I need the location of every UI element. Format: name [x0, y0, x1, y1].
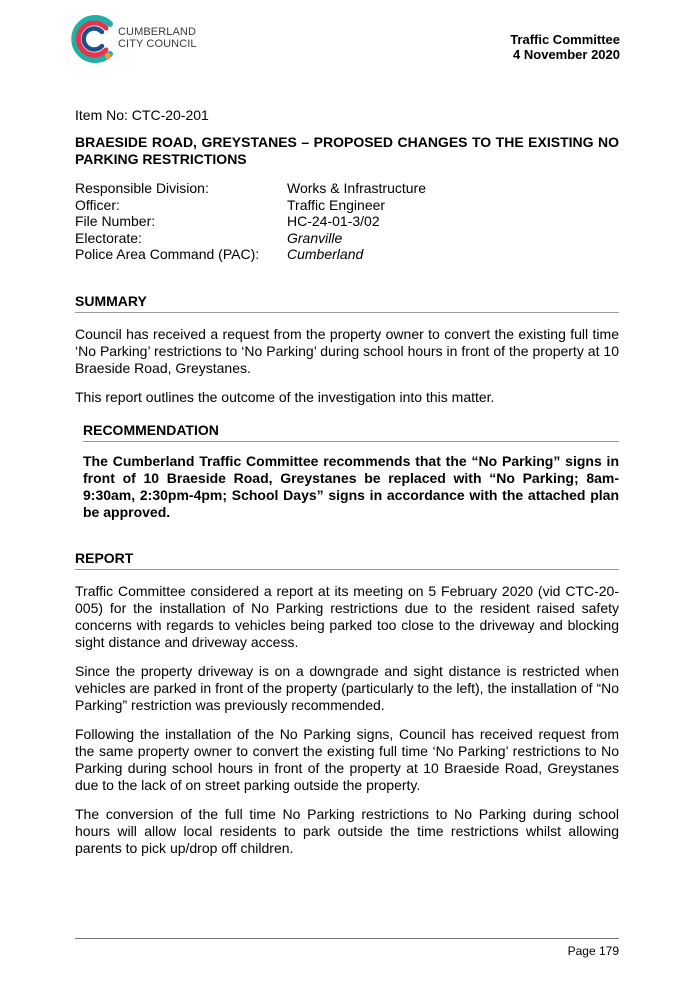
- details-value: Traffic Engineer: [287, 196, 386, 213]
- page-header: [510, 32, 620, 62]
- details-value: HC-24-01-3/02: [287, 213, 380, 229]
- logo-line-1: CUMBERLAND: [118, 26, 197, 38]
- report-paragraph: Traffic Committee considered a report at its meeting on 5 February 2020 (vid CTC-20-005) for the installation of No Parking restrictions due to the resident raised safety concerns with regards to vehicles being parked too close to the driveway and blocking sight distance and driveway access.: [75, 582, 619, 650]
- summary-paragraph: Council has received a request from the property owner to convert the existing full time ‘No Parking’ restrictions to ‘No Parking’ during school hours in front of the property at 10 Braeside Road, Greystanes.: [75, 325, 619, 376]
- summary-heading: SUMMARY: [75, 293, 619, 313]
- council-logo-text: [118, 26, 197, 50]
- details-label: Electorate:: [75, 229, 142, 246]
- report-paragraph: Following the installation of the No Parking signs, Council has received request from the same property owner to convert the existing full time ‘No Parking’ restrictions to No Parking during school hours in front of the property at 10 Braeside Road, Greystanes due to the lack of on street parking outside the property.: [75, 725, 619, 793]
- header-date: 4 November 2020: [513, 47, 620, 62]
- details-label: Police Area Command (PAC):: [75, 246, 260, 262]
- report-paragraph: Since the property driveway is on a downgrade and sight distance is restricted when vehicles are parked in front of the property (particularly to the left), the installation of “No Parking” restriction was previously recommended.: [75, 662, 619, 713]
- details-label: Officer:: [75, 196, 120, 213]
- council-logo-icon: [66, 12, 116, 66]
- council-logo: [66, 12, 216, 68]
- document-body: [75, 107, 619, 857]
- details-value: Granville: [287, 229, 343, 246]
- header-committee: Traffic Committee: [510, 32, 620, 47]
- report-details-table: [75, 180, 619, 263]
- page-title: BRAESIDE ROAD, GREYSTANES – PROPOSED CHANGES TO THE EXISTING NO PARKING RESTRICTIONS: [75, 134, 619, 167]
- logo-line-2: CITY COUNCIL: [118, 38, 197, 50]
- recommendation-heading: RECOMMENDATION: [83, 422, 619, 442]
- details-row: [75, 213, 619, 230]
- details-row: [75, 180, 619, 197]
- details-row: [75, 246, 619, 263]
- report-paragraph: The conversion of the full time No Parking restrictions to No Parking during school hours will allow local residents to park outside the time restrictions whilst allowing parents to pick up/drop off children.: [75, 805, 619, 856]
- report-heading: REPORT: [75, 550, 619, 570]
- details-value: Works & Infrastructure: [287, 180, 427, 196]
- details-label: File Number:: [75, 213, 156, 229]
- page-number: Page 179: [567, 944, 619, 958]
- details-value: Cumberland: [287, 246, 364, 262]
- summary-paragraph: This report outlines the outcome of the investigation into this matter.: [75, 388, 495, 405]
- details-row: [75, 197, 619, 214]
- recommendation-text: The Cumberland Traffic Committee recommends that the “No Parking” signs in front of 10 Braeside Road, Greystanes be replaced with “No Parking; 8am-9:30am, 2:30pm-4pm; School Days” signs in accordance with the attached plan be approved.: [83, 452, 619, 520]
- footer-divider: [75, 938, 619, 939]
- item-number: Item No: CTC-20-201: [75, 107, 209, 123]
- details-row: [75, 230, 619, 247]
- details-label: Responsible Division:: [75, 180, 209, 196]
